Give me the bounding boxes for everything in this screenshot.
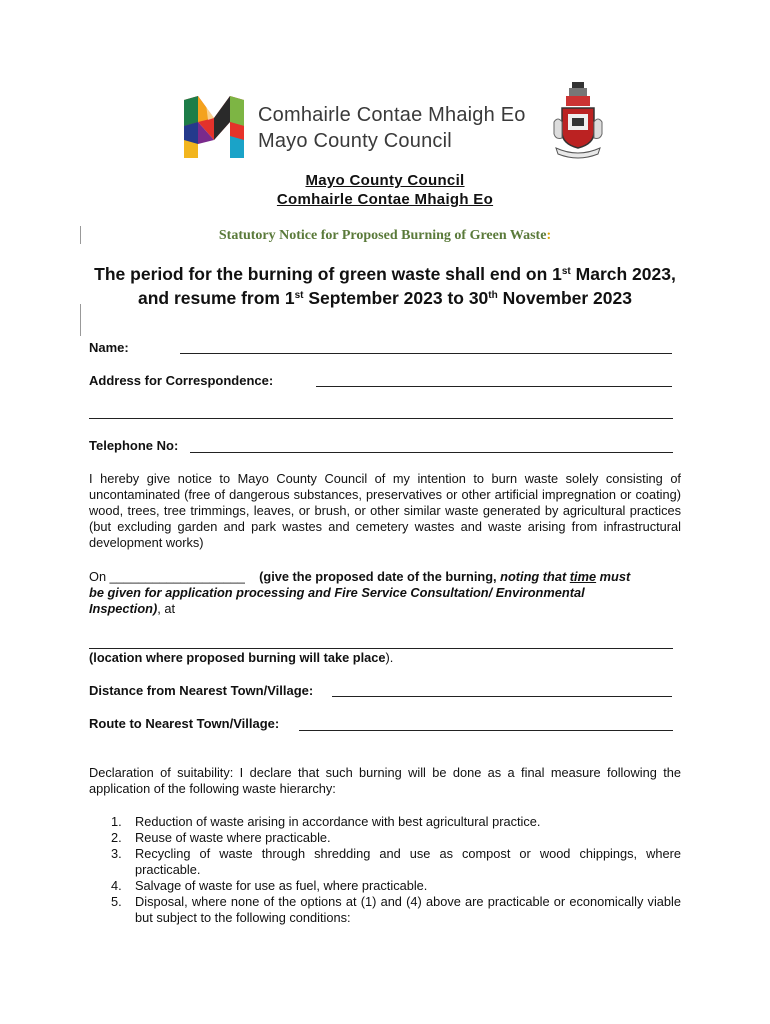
statutory-notice-text: Statutory Notice for Proposed Burning of Green Waste [218,228,547,243]
statutory-notice-colon: : [546,228,552,243]
ordinal-suffix: st [294,290,304,301]
processing-text: be given for application processing and Fire Service Consultation/ Environmental [89,585,585,600]
notice-paragraph: I hereby give notice to Mayo County Council of my intention to burn waste solely consisting of uncontaminated (free of dangerous substances, preservatives or other artificial impregnation or coating) wood, trees, tree trimmings, leaves, or brush, or other similar waste generated by agricultural practices (but excluding garden and park wastes and cemetery wastes and waste arising from infrastructural development works) [89,471,681,550]
telephone-label: Telephone No: [89,438,179,453]
list-item [89,830,681,846]
location-caption [89,650,393,665]
route-field[interactable] [299,730,673,731]
route-label: Route to Nearest Town/Village: [89,716,280,731]
ordinal-suffix: st [561,266,571,277]
period-text: November 2023 [497,288,632,308]
waste-hierarchy-list [89,814,681,926]
address-field[interactable] [316,386,672,387]
location-field[interactable] [89,648,673,649]
title-irish: Comhairle Contae Mhaigh Eo [276,191,494,208]
at-text: , at [157,601,176,616]
date-field[interactable]: ___________________ [109,569,245,584]
list-number: 5. [111,894,122,909]
declaration-paragraph: Declaration of suitability: I declare that such burning will be done as a final measure following the application of the following waste hierarchy: [89,765,681,796]
council-m-logo [184,96,244,158]
location-caption-bold: (location where proposed burning will take place [89,650,386,665]
address-field-line-2[interactable] [89,418,673,419]
noting-text: noting that [496,569,570,584]
date-section [89,569,681,617]
must-text: must [596,569,631,584]
ordinal-suffix: th [488,290,498,301]
distance-label: Distance from Nearest Town/Village: [89,683,314,698]
location-caption-end: ). [385,650,394,665]
list-number: 1. [111,814,122,829]
list-number: 2. [111,830,122,845]
name-field[interactable] [180,353,672,354]
council-name-irish: Comhairle Contae Mhaigh Eo [258,104,526,126]
title-english: Mayo County Council [305,172,465,189]
name-label: Name: [89,340,129,355]
list-text: Reuse of waste where practicable. [135,830,331,845]
distance-field[interactable] [332,696,672,697]
give-date-text: (give the proposed date of the burning, [259,569,497,584]
council-logo-text [258,102,526,154]
list-number: 4. [111,878,122,893]
inspection-text: Inspection) [89,601,158,616]
on-text: On [89,569,110,584]
time-text: time [569,569,597,584]
telephone-field[interactable] [190,452,673,453]
statutory-notice [0,228,770,244]
list-text: Salvage of waste for use as fuel, where practicable. [135,878,428,893]
period-text: September 2023 to 30 [303,288,489,308]
list-text: Recycling of waste through shredding and use as compost or wood chippings, where practicable. [135,846,681,877]
list-item [89,846,681,878]
period-text: The period for the burning of green waste shall end on 1 [94,264,562,284]
list-item [89,814,681,830]
period-line-1 [0,262,770,286]
coat-of-arms-icon [552,82,604,162]
period-text: and resume from 1 [138,288,295,308]
list-item [89,878,681,894]
list-number: 3. [111,846,122,861]
period-line-2 [0,286,770,310]
council-name-english: Mayo County Council [258,130,452,152]
list-item [89,894,681,926]
list-text: Disposal, where none of the options at (1) and (4) above are practicable or economically viable but subject to the following conditions: [135,894,681,925]
list-text: Reduction of waste arising in accordance with best agricultural practice. [135,814,541,829]
address-label: Address for Correspondence: [89,373,274,388]
period-text: March 2023, [570,264,676,284]
